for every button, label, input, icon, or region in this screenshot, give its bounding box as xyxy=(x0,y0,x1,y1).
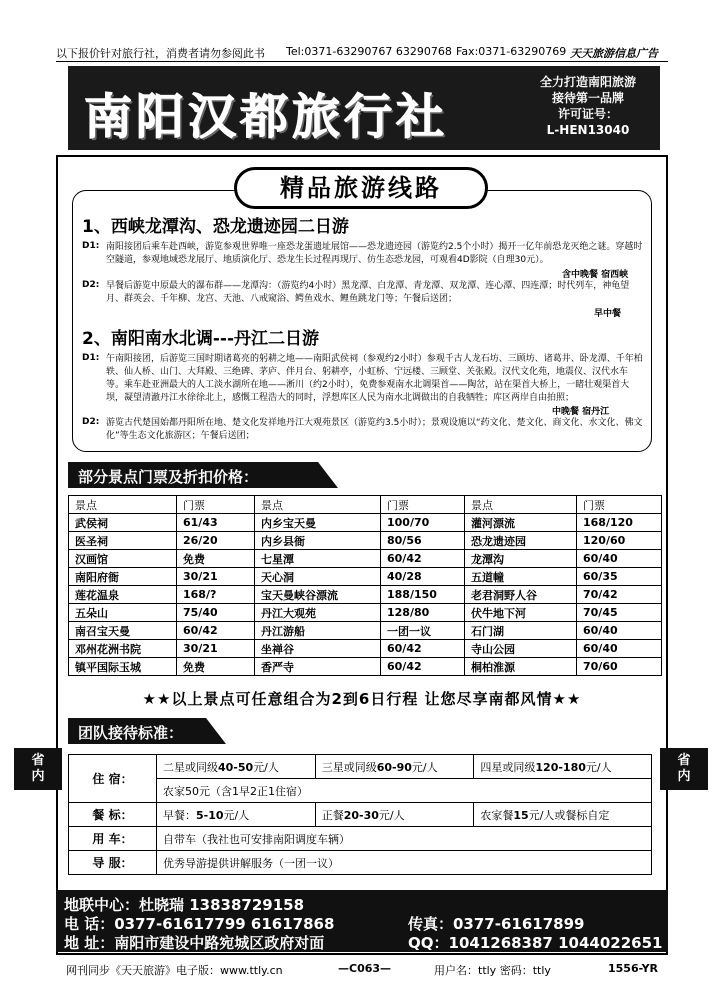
table-cell: 一团一议 xyxy=(381,622,465,640)
header-cell: 门票 xyxy=(177,496,255,514)
table-cell: 60/42 xyxy=(381,550,465,568)
table-row xyxy=(69,622,662,640)
table-cell: 镇平国际玉城 xyxy=(69,658,177,676)
slogan-line1: 全力打造南阳旅游 xyxy=(539,75,636,89)
itinerary-summary: ★★以上景点可任意组合为2到6日行程 让您尽享南都风情★★ xyxy=(142,690,582,708)
table-cell: 70/60 xyxy=(577,658,662,676)
province-tab-left-text: 省内 xyxy=(31,753,45,784)
province-tab-right xyxy=(660,748,708,790)
footer-ebook: 网刊同步《天天旅游》电子版：www.ttly.cn xyxy=(66,964,283,977)
top-notice-bar xyxy=(56,42,668,62)
header-cell: 门票 xyxy=(577,496,662,514)
reception-standards-table xyxy=(68,754,652,875)
header-cell: 景点 xyxy=(255,496,381,514)
meal-main-unit: 元/人 xyxy=(378,808,405,822)
table-cell: 60/42 xyxy=(177,622,255,640)
table-cell: 75/40 xyxy=(177,604,255,622)
stay-option-3star xyxy=(315,755,474,779)
stay-opt1-price: 40-50 xyxy=(218,760,254,774)
table-row xyxy=(69,568,662,586)
table-cell: 30/21 xyxy=(177,640,255,658)
route2-d1-text: 午南阳接团，后游览三国时期诸葛亮的躬耕之地——南阳武侯祠（参观约2小时）参观千古人龙石坊、三顾坊、诸葛井、卧龙潭、千年柏轶、仙人桥、山门、大拜殿、三绝碑、茅庐、伴月台、躬耕亭，小虹桥、宁远楼、三顾堂、关张殿。汉代文化苑，地震仪、汉代水车等。乘车赴亚洲最大的人工淡水湖所在地——淅川（约2小时），免费参观南水北调渠首——陶岔，站在渠首大桥上，一睹壮观渠首大坝，凝望清澈丹江水徐徐北上，感慨工程浩大的同时，浮想库区人民为南水北调做出的自我牺牲；库区两岸自由拍照； xyxy=(106,354,643,403)
table-cell: 80/56 xyxy=(381,532,465,550)
table-cell: 70/42 xyxy=(577,586,662,604)
stay-opt2-pre: 三星或同级 xyxy=(321,760,377,774)
table-cell: 免费 xyxy=(177,658,255,676)
table-cell: 天心洞 xyxy=(255,568,381,586)
table-cell: 灌河漂流 xyxy=(465,514,577,532)
header-cell: 景点 xyxy=(465,496,577,514)
service-text: 优秀导游提供讲解服务（一团一议） xyxy=(157,851,652,875)
fax-text: Fax:0371-63290769 xyxy=(456,45,567,58)
meal-breakfast xyxy=(157,803,316,827)
stay-opt3-pre: 四星或同级 xyxy=(480,760,536,774)
table-cell: 南召宝天曼 xyxy=(69,622,177,640)
table-cell: 70/45 xyxy=(577,604,662,622)
table-cell: 五朵山 xyxy=(69,604,177,622)
stay-farm: 农家50元（含1早2正1住宿） xyxy=(157,779,652,803)
table-cell: 30/21 xyxy=(177,568,255,586)
table-row xyxy=(69,827,652,851)
meal-main-price: 20-30 xyxy=(343,808,379,822)
meal-breakfast-pre: 早餐： xyxy=(163,808,196,822)
table-cell: 七星潭 xyxy=(255,550,381,568)
ticket-table-header xyxy=(69,496,662,514)
header-cell: 门票 xyxy=(381,496,465,514)
stay-label: 住 宿： xyxy=(69,755,157,803)
route2-d2-text: 游览古代楚国始都丹阳所在地、楚文化发祥地丹江大观苑景区（游览约3.5小时）；景观设施以“药文化、楚文化、商文化、水文化、佛文化”等生态文化旅游区；午餐后送团； xyxy=(106,418,643,441)
slogan-line2: 接待第一品牌 xyxy=(551,91,624,105)
table-cell: 60/40 xyxy=(577,550,662,568)
route2-d2-label: D2: xyxy=(82,417,100,427)
stay-opt3-unit: 元/人 xyxy=(585,760,612,774)
route1-d2-meal: 早中餐 xyxy=(594,309,622,319)
table-row xyxy=(69,658,662,676)
table-row xyxy=(69,514,662,532)
table-cell: 120/60 xyxy=(577,532,662,550)
contact-phone: 电 话：0377-61617799 61617868 xyxy=(64,915,335,933)
notice-text: 以下报价针对旅行社，消费者请勿参阅此书 xyxy=(56,47,265,60)
route1-d1-meal: 含中晚餐 宿西峡 xyxy=(562,270,629,280)
stay-opt1-pre: 二星或同级 xyxy=(163,760,218,774)
license-number: L-HEN13040 xyxy=(546,123,630,137)
table-row xyxy=(69,851,652,875)
table-cell: 内乡宝天曼 xyxy=(255,514,381,532)
table-cell: 恐龙遗迹园 xyxy=(465,532,577,550)
table-cell: 莲花温泉 xyxy=(69,586,177,604)
table-cell: 邓州花洲书院 xyxy=(69,640,177,658)
table-row xyxy=(69,550,662,568)
meal-farm-pre: 农家餐 xyxy=(480,808,514,822)
table-cell: 老君洞野人谷 xyxy=(465,586,577,604)
standards-section-title: 团队接待标准： xyxy=(68,718,206,744)
route1-d2-text: 早餐后游览中原最大的瀑布群——龙潭沟：（游览约4小时）黑龙潭、白龙潭、青龙潭、双龙潭、连心潭、四连潭；时代列车，神龟望月、群英会、千年柳、龙宫、天池、八戒窥浴、鳄鱼戏水、鲤鱼跳龙门等；午餐后送团； xyxy=(106,281,630,304)
contact-center: 地联中心：杜晓瑞 13838729158 xyxy=(64,896,305,914)
footer-bar xyxy=(56,958,668,982)
routes-title: 精品旅游线路 xyxy=(234,167,488,209)
table-row xyxy=(69,803,652,827)
contact-address: 地 址：南阳市建设中路宛城区政府对面 xyxy=(64,934,325,952)
meal-farm-unit: 元/人或餐标自定 xyxy=(528,808,610,822)
table-cell: 五道幢 xyxy=(465,568,577,586)
table-row xyxy=(69,586,662,604)
meal-label: 餐 标： xyxy=(69,803,157,827)
table-cell: 南阳府衙 xyxy=(69,568,177,586)
footer-page: —C063— xyxy=(338,962,392,975)
table-cell: 60/42 xyxy=(381,640,465,658)
table-cell: 寺山公园 xyxy=(465,640,577,658)
meal-main-pre: 正餐 xyxy=(321,808,344,822)
table-cell: 内乡县衙 xyxy=(255,532,381,550)
province-tab-left xyxy=(14,748,62,790)
tickets-section-title: 部分景点门票及折扣价格： xyxy=(68,462,318,488)
table-cell: 60/40 xyxy=(577,640,662,658)
car-text: 自带车（我社也可安排南阳调度车辆） xyxy=(157,827,652,851)
route2-d1-label: D1: xyxy=(82,353,100,363)
province-tab-right-text: 省内 xyxy=(677,753,691,784)
stay-option-2star xyxy=(157,755,316,779)
table-cell: 武侯祠 xyxy=(69,514,177,532)
table-cell: 188/150 xyxy=(381,586,465,604)
table-cell: 香严寺 xyxy=(255,658,381,676)
stay-opt1-unit: 元/人 xyxy=(253,760,279,774)
meal-farm-price: 15 xyxy=(513,808,529,822)
stay-opt2-unit: 元/人 xyxy=(411,760,438,774)
ticket-price-table xyxy=(68,495,662,676)
stay-option-4star xyxy=(474,755,652,779)
agency-slogan xyxy=(528,74,648,138)
table-cell: 汉画馆 xyxy=(69,550,177,568)
header-cell: 景点 xyxy=(69,496,177,514)
table-cell: 128/80 xyxy=(381,604,465,622)
table-cell: 石门湖 xyxy=(465,622,577,640)
service-label: 导 服： xyxy=(69,851,157,875)
table-cell: 168/120 xyxy=(577,514,662,532)
stay-opt3-price: 120-180 xyxy=(535,760,586,774)
tel-text: Tel:0371-63290767 63290768 xyxy=(286,45,452,58)
table-cell: 26/20 xyxy=(177,532,255,550)
meal-main xyxy=(315,803,474,827)
meal-breakfast-unit: 元/人 xyxy=(223,808,250,822)
table-cell: 免费 xyxy=(177,550,255,568)
table-cell: 100/70 xyxy=(381,514,465,532)
table-cell: 医圣祠 xyxy=(69,532,177,550)
stay-opt2-price: 60-90 xyxy=(376,760,412,774)
contact-fax: 传真：0377-61617899 xyxy=(408,915,585,933)
table-cell: 龙潭沟 xyxy=(465,550,577,568)
table-cell: 丹江大观苑 xyxy=(255,604,381,622)
table-cell: 伏牛地下河 xyxy=(465,604,577,622)
table-cell: 168/? xyxy=(177,586,255,604)
license-label: 许可证号： xyxy=(557,107,618,121)
agency-header xyxy=(68,66,660,150)
table-cell: 61/43 xyxy=(177,514,255,532)
contact-block xyxy=(56,890,668,952)
meal-farm xyxy=(474,803,652,827)
route2-d1-meal: 中晚餐 宿丹江 xyxy=(552,407,610,417)
table-row xyxy=(69,604,662,622)
table-cell: 宝天曼峡谷漂流 xyxy=(255,586,381,604)
table-cell: 坐禅谷 xyxy=(255,640,381,658)
table-cell: 60/42 xyxy=(381,658,465,676)
table-row xyxy=(69,532,662,550)
table-cell: 丹江游船 xyxy=(255,622,381,640)
meal-breakfast-price: 5-10 xyxy=(196,808,224,822)
route1-title: 1、西峡龙潭沟、恐龙遗迹园二日游 xyxy=(82,217,349,237)
brand-text: 天天旅游信息广告 xyxy=(570,47,658,60)
table-row xyxy=(69,640,662,658)
route1-d1-text: 南阳接团后乘车赴西峡，游览参观世界唯一座恐龙蛋遗址展馆——恐龙遗迹园（游览约2.5个小时）揭开一亿年前恐龙灭绝之谜。穿越时空隧道，参观地域恐龙展厅、地质演化厅、恐龙生长过程再现厅、仿生态恐龙园，可观看4D影院（自理30元）。 xyxy=(106,242,643,265)
table-cell: 桐柏淮源 xyxy=(465,658,577,676)
route2-title: 2、南阳南水北调---丹江二日游 xyxy=(82,329,319,349)
table-cell: 60/35 xyxy=(577,568,662,586)
car-label: 用 车： xyxy=(69,827,157,851)
table-cell: 60/40 xyxy=(577,622,662,640)
footer-code: 1556-YR xyxy=(608,962,658,975)
footer-user: 用户名：ttly 密码：ttly xyxy=(434,964,551,977)
table-cell: 40/28 xyxy=(381,568,465,586)
route1-d2-label: D2: xyxy=(82,280,100,290)
table-row xyxy=(69,755,652,779)
agency-name: 南阳汉都旅行社 xyxy=(84,89,449,145)
table-row xyxy=(69,779,652,803)
contact-qq: QQ：1041268387 1044022651 xyxy=(408,934,663,952)
route1-d1-label: D1: xyxy=(82,241,100,251)
